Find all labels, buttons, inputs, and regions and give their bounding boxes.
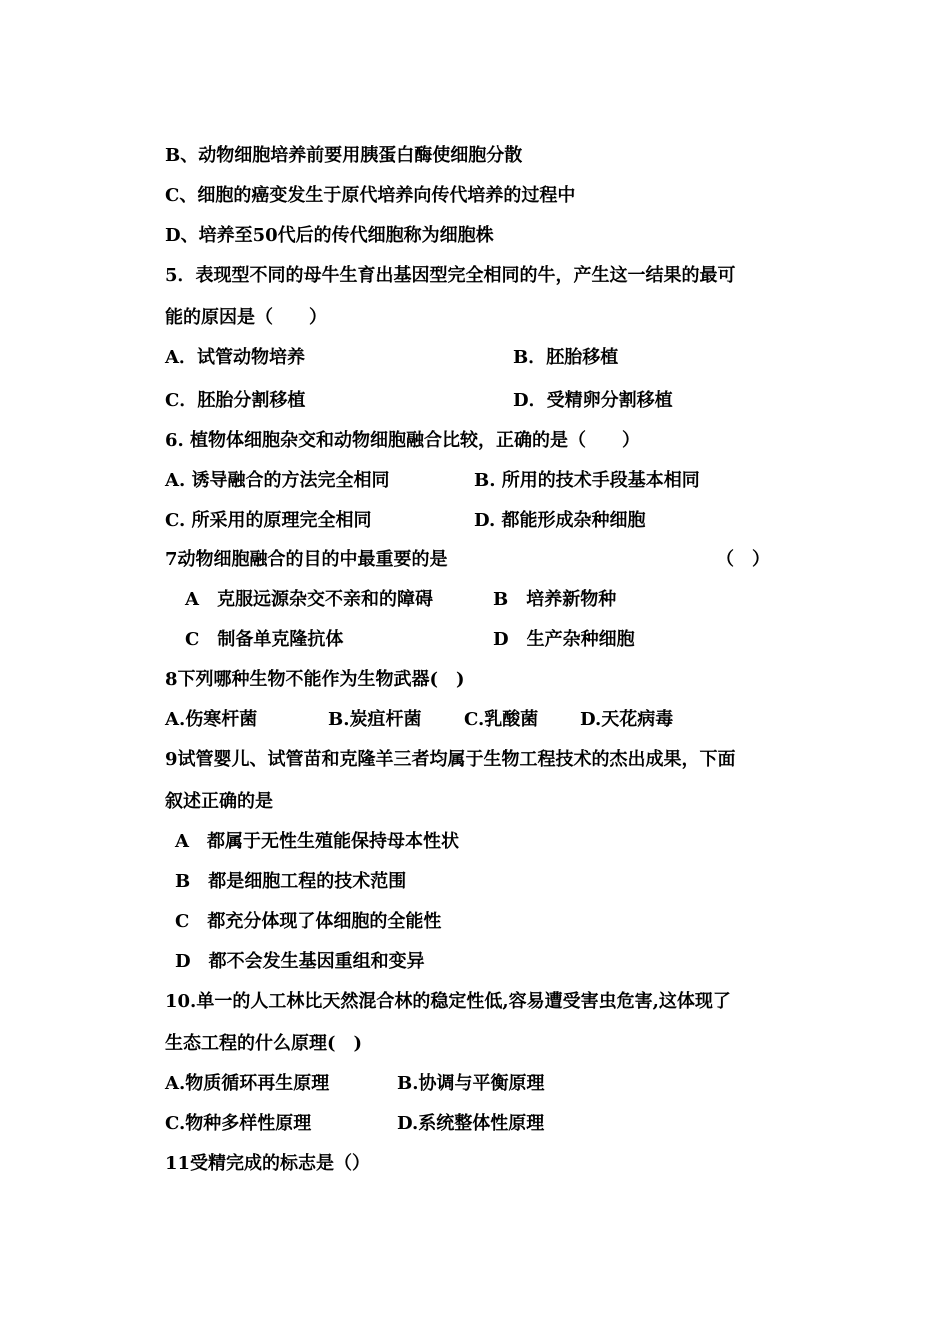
q4-option-b: B、动物细胞培养前要用胰蛋白酶使细胞分散 — [165, 145, 523, 166]
q9-stem-line-2: 叙述正确的是 — [165, 791, 273, 812]
q4-option-d: D、培养至50代后的传代细胞称为细胞株 — [165, 225, 494, 246]
q8-option-c: C.乳酸菌 — [464, 709, 539, 730]
q5-option-c: C．胚胎分割移植 — [165, 390, 306, 411]
q9-option-a: A 都属于无性生殖能保持母本性状 — [175, 831, 459, 852]
q5-stem-line-2: 能的原因是（ ） — [165, 307, 327, 328]
q7-option-b: B 培养新物种 — [493, 589, 617, 610]
q10-stem-line-2: 生态工程的什么原理( ) — [165, 1033, 363, 1054]
q7-option-d: D 生产杂种细胞 — [493, 629, 635, 650]
q5-option-b: B．胚胎移植 — [513, 347, 619, 368]
q9-option-d: D 都不会发生基因重组和变异 — [175, 951, 425, 972]
q10-option-b: B.协调与平衡原理 — [397, 1073, 545, 1094]
q7-stem: 7动物细胞融合的目的中最重要的是 — [165, 549, 448, 570]
q8-option-a: A.伤寒杆菌 — [165, 709, 258, 730]
q7-option-c: C 制备单克隆抗体 — [185, 629, 344, 650]
q4-option-c: C、细胞的癌变发生于原代培养向传代培养的过程中 — [165, 185, 576, 206]
q5-stem-line-1: 5．表现型不同的母牛生育出基因型完全相同的牛，产生这一结果的最可 — [165, 265, 736, 286]
q8-option-b: B.炭疽杆菌 — [328, 709, 422, 730]
q5-option-d: D．受精卵分割移植 — [513, 390, 673, 411]
q6-option-d: D. 都能形成杂种细胞 — [474, 510, 646, 531]
q10-option-d: D.系统整体性原理 — [397, 1113, 545, 1134]
q8-stem: 8下列哪种生物不能作为生物武器( ) — [165, 669, 465, 690]
q6-option-c: C. 所采用的原理完全相同 — [165, 510, 372, 531]
q9-option-b: B 都是细胞工程的技术范围 — [175, 871, 407, 892]
q6-option-b: B. 所用的技术手段基本相同 — [474, 470, 700, 491]
q6-stem: 6. 植物体细胞杂交和动物细胞融合比较，正确的是（ ） — [165, 430, 641, 451]
q9-option-c: C 都充分体现了体细胞的全能性 — [175, 911, 442, 932]
q10-option-c: C.物种多样性原理 — [165, 1113, 312, 1134]
q7-answer-paren: （ ） — [716, 549, 770, 570]
q5-option-a: A．试管动物培养 — [165, 347, 305, 368]
q11-stem: 11受精完成的标志是（） — [165, 1153, 371, 1174]
q8-option-d: D.天花病毒 — [580, 709, 674, 730]
q10-option-a: A.物质循环再生原理 — [165, 1073, 330, 1094]
q7-option-a: A 克服远源杂交不亲和的障碍 — [185, 589, 433, 610]
q10-stem-line-1: 10.单一的人工林比天然混合林的稳定性低,容易遭受害虫危害,这体现了 — [165, 991, 731, 1012]
q9-stem-line-1: 9试管婴儿、试管苗和克隆羊三者均属于生物工程技术的杰出成果，下面 — [165, 749, 736, 770]
q6-option-a: A. 诱导融合的方法完全相同 — [165, 470, 390, 491]
